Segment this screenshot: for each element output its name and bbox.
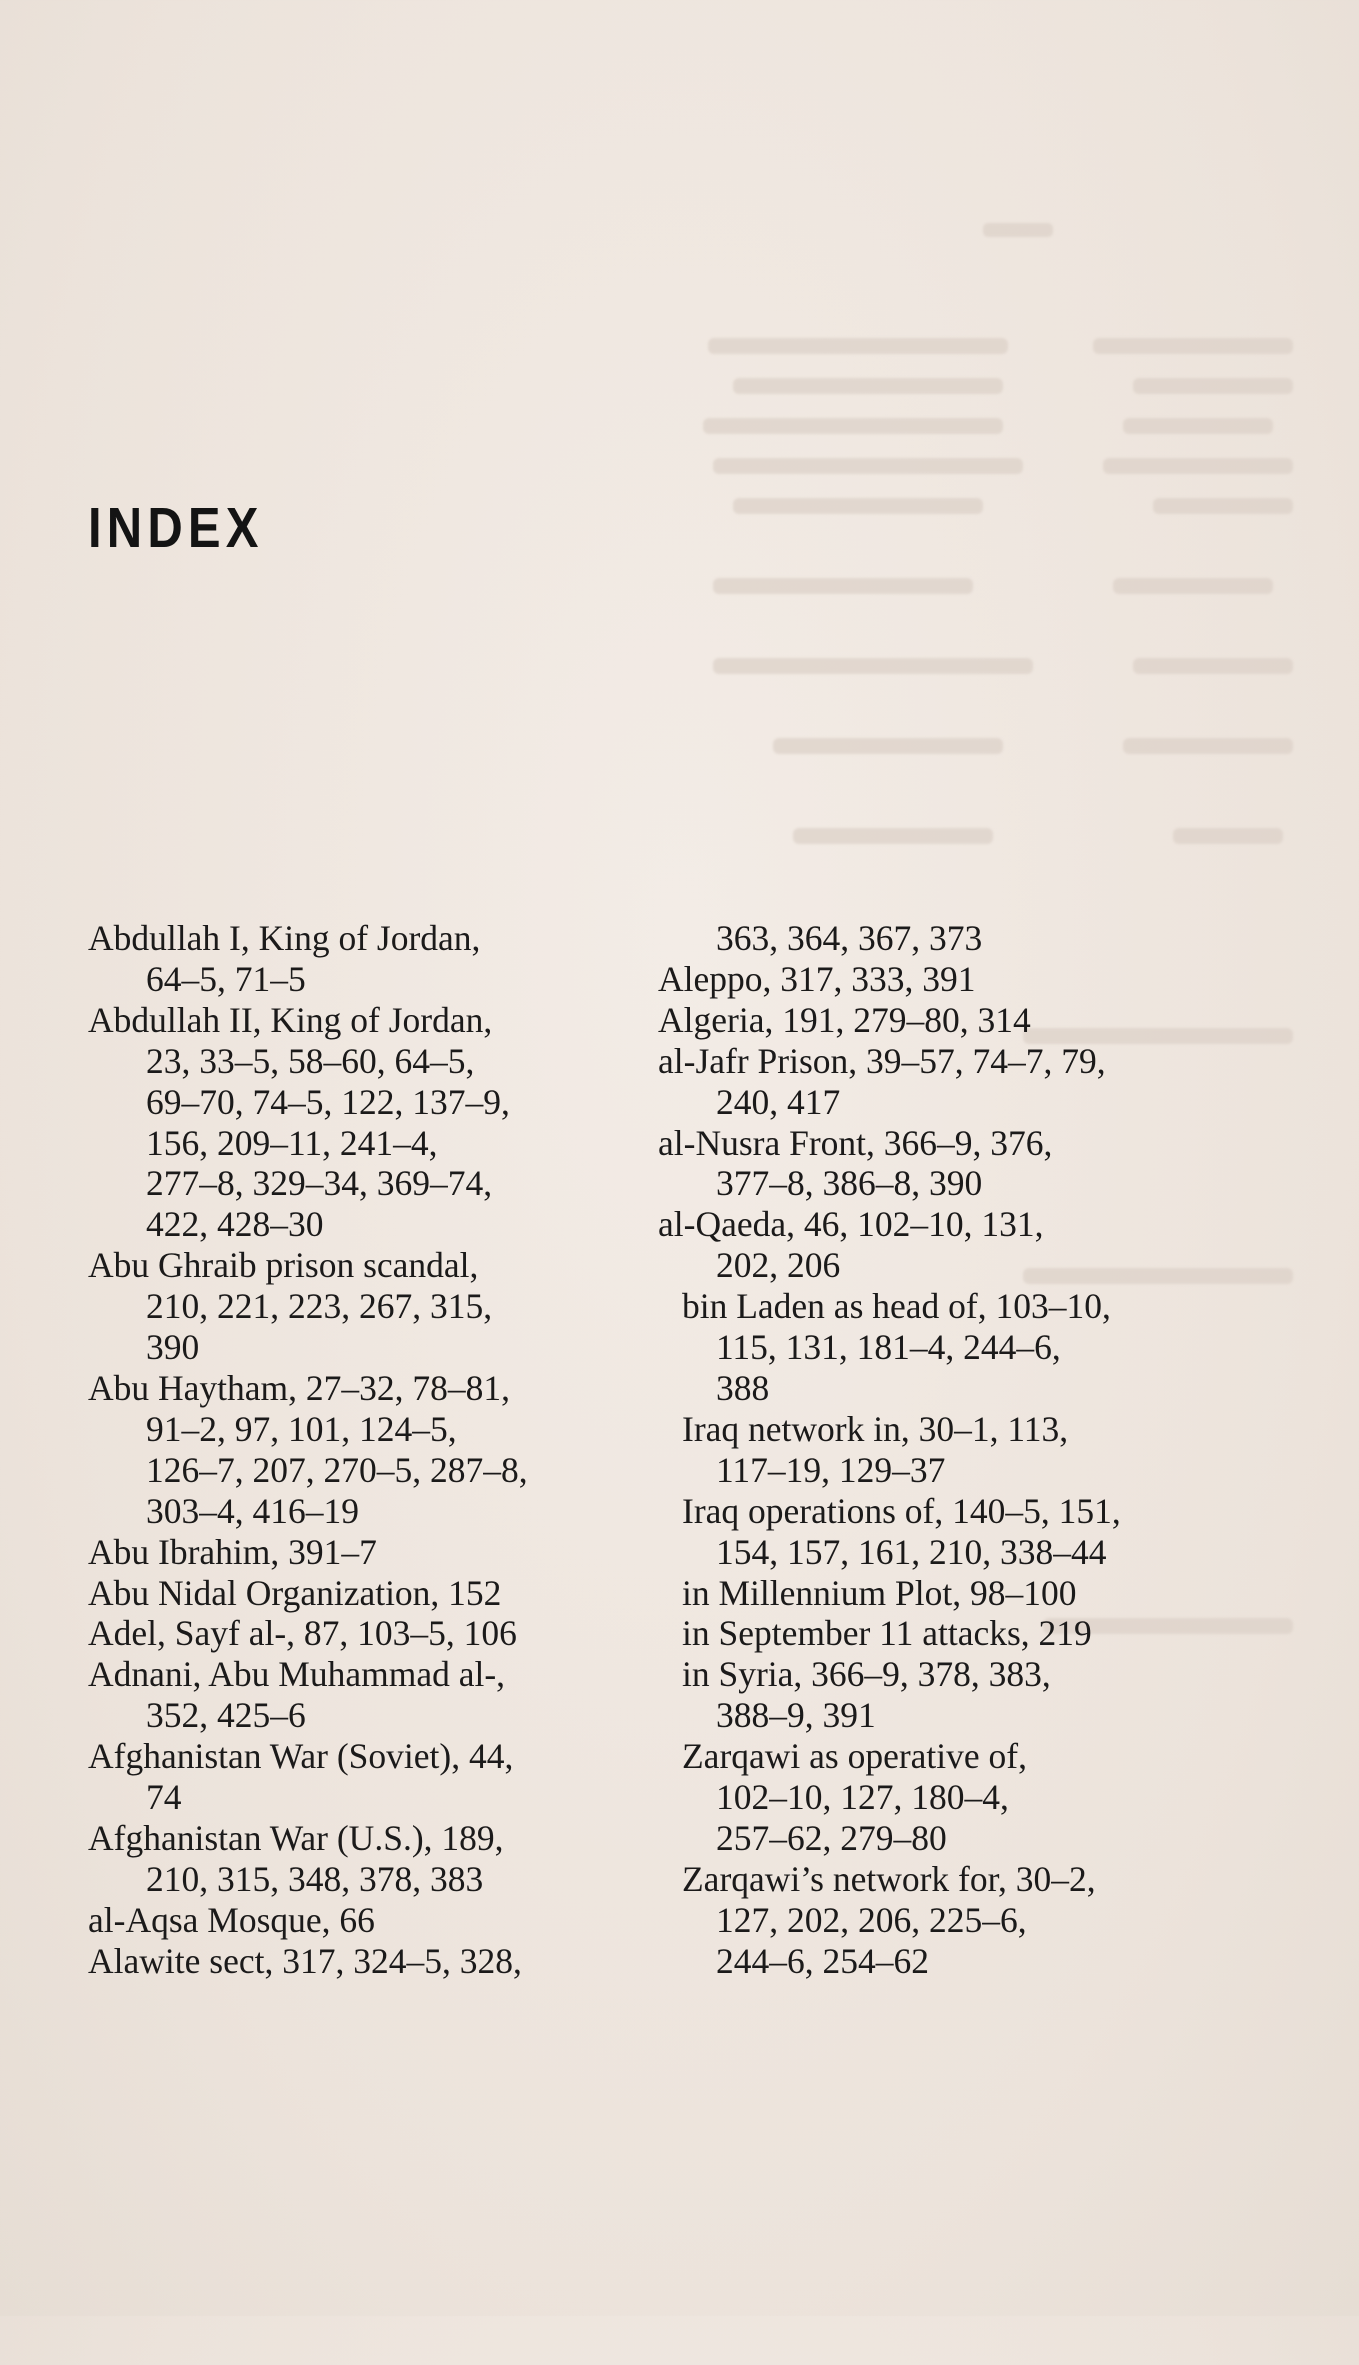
index-entry-continuation: 422, 428–30	[146, 1204, 324, 1245]
index-entry-continuation: 210, 315, 348, 378, 383	[146, 1858, 484, 1899]
index-entry-term: al-Nusra Front, 366–9, 376,	[658, 1122, 1053, 1163]
index-subentry	[658, 1573, 1298, 1614]
index-entry-continuation: 390	[146, 1327, 200, 1368]
index-entry	[88, 1613, 648, 1654]
index-entry-continuation: 352, 425–6	[146, 1695, 306, 1736]
index-entry-continuation: 388–9, 391	[716, 1695, 876, 1736]
index-entry	[658, 1204, 1298, 1286]
index-entry-continuation: 277–8, 329–34, 369–74,	[146, 1163, 493, 1204]
index-entry	[88, 1900, 648, 1941]
index-subentry	[658, 1491, 1298, 1573]
index-entry-term: Algeria, 191, 279–80, 314	[658, 999, 1031, 1040]
index-entry-term: Aleppo, 317, 333, 391	[658, 958, 976, 999]
index-entry	[658, 1041, 1298, 1123]
index-entry-term: bin Laden as head of, 103–10,	[682, 1286, 1111, 1327]
index-entry-term: Abu Nidal Organization, 152	[88, 1572, 502, 1613]
index-entry-continuation: 102–10, 127, 180–4,	[716, 1777, 1009, 1818]
index-entry	[88, 1368, 648, 1532]
index-entry-term: Afghanistan War (Soviet), 44,	[88, 1736, 514, 1777]
index-column-right	[658, 918, 1298, 1982]
index-entry-continuation: 117–19, 129–37	[716, 1449, 946, 1490]
index-entry	[88, 1818, 648, 1900]
index-entry-continuation: 244–6, 254–62	[716, 1940, 929, 1981]
index-entry	[88, 1573, 648, 1614]
index-entry	[88, 1000, 648, 1245]
index-subentry	[658, 1736, 1298, 1859]
index-entry-term: in September 11 attacks, 219	[682, 1613, 1092, 1654]
index-entry-continuation: 115, 131, 181–4, 244–6,	[716, 1327, 1061, 1368]
index-entry-term: Abu Ghraib prison scandal,	[88, 1245, 479, 1286]
index-entry-continuation: 377–8, 386–8, 390	[716, 1163, 983, 1204]
index-entry-term: al-Jafr Prison, 39–57, 74–7, 79,	[658, 1040, 1106, 1081]
index-subentry	[658, 1286, 1298, 1409]
index-entry-continuation: 74	[146, 1777, 182, 1818]
index-entry-term: Afghanistan War (U.S.), 189,	[88, 1817, 504, 1858]
index-entry-term: Abdullah I, King of Jordan,	[88, 918, 481, 958]
page-title: INDEX	[88, 496, 264, 560]
index-entry	[658, 1123, 1298, 1205]
index-entry-term: Abu Ibrahim, 391–7	[88, 1531, 377, 1572]
index-entry-term: al-Qaeda, 46, 102–10, 131,	[658, 1204, 1044, 1245]
index-entry-term: in Syria, 366–9, 378, 383,	[682, 1654, 1051, 1695]
index-entry-term: Iraq network in, 30–1, 113,	[682, 1408, 1069, 1449]
index-entry-continuation: 257–62, 279–80	[716, 1817, 947, 1858]
index-entry-continuation: 240, 417	[716, 1081, 841, 1122]
index-entry	[88, 1941, 648, 1982]
index-entry-continuation: 202, 206	[716, 1245, 841, 1286]
index-subentry	[658, 1859, 1298, 1982]
index-entry-term: Abdullah II, King of Jordan,	[88, 999, 493, 1040]
index-entry	[88, 918, 648, 1000]
index-entry-term: in Millennium Plot, 98–100	[682, 1572, 1077, 1613]
index-entry-term: Alawite sect, 317, 324–5, 328,	[88, 1940, 522, 1981]
index-subentry	[658, 1654, 1298, 1736]
index-entry-term: Abu Haytham, 27–32, 78–81,	[88, 1367, 511, 1408]
index-entry-continuation: 210, 221, 223, 267, 315,	[146, 1286, 493, 1327]
index-entry-term: Adel, Sayf al-, 87, 103–5, 106	[88, 1613, 517, 1654]
index-entry	[658, 1000, 1298, 1041]
index-entry-continuation: 127, 202, 206, 225–6,	[716, 1899, 1027, 1940]
index-entry-term: al-Aqsa Mosque, 66	[88, 1899, 375, 1940]
index-entry-continuation: 126–7, 207, 270–5, 287–8,	[146, 1449, 528, 1490]
index-entry-term: Zarqawi’s network for, 30–2,	[682, 1858, 1096, 1899]
index-entry-term: Zarqawi as operative of,	[682, 1736, 1027, 1777]
index-entry-continuation: 156, 209–11, 241–4,	[146, 1122, 438, 1163]
index-entry-continuation: 363, 364, 367, 373	[716, 918, 983, 958]
index-entry	[88, 1736, 648, 1818]
index-entry-term: Adnani, Abu Muhammad al-,	[88, 1654, 506, 1695]
index-subentry	[658, 1409, 1298, 1491]
index-entry-continuation: 23, 33–5, 58–60, 64–5,	[146, 1040, 475, 1081]
index-entry-continuation: 91–2, 97, 101, 124–5,	[146, 1408, 457, 1449]
index-entry	[88, 1532, 648, 1573]
index-entry-continuation: 303–4, 416–19	[146, 1490, 359, 1531]
index-entry-continuation: 69–70, 74–5, 122, 137–9,	[146, 1081, 510, 1122]
index-entry	[658, 959, 1298, 1000]
index-column-left	[88, 918, 648, 1982]
index-entry	[88, 1654, 648, 1736]
index-entry	[658, 918, 1298, 959]
index-entry-term: Iraq operations of, 140–5, 151,	[682, 1490, 1121, 1531]
index-entry-continuation: 154, 157, 161, 210, 338–44	[716, 1531, 1107, 1572]
index-entry-continuation: 64–5, 71–5	[146, 958, 306, 999]
index-subentry	[658, 1613, 1298, 1654]
index-entry	[88, 1245, 648, 1368]
index-entry-continuation: 388	[716, 1367, 770, 1408]
